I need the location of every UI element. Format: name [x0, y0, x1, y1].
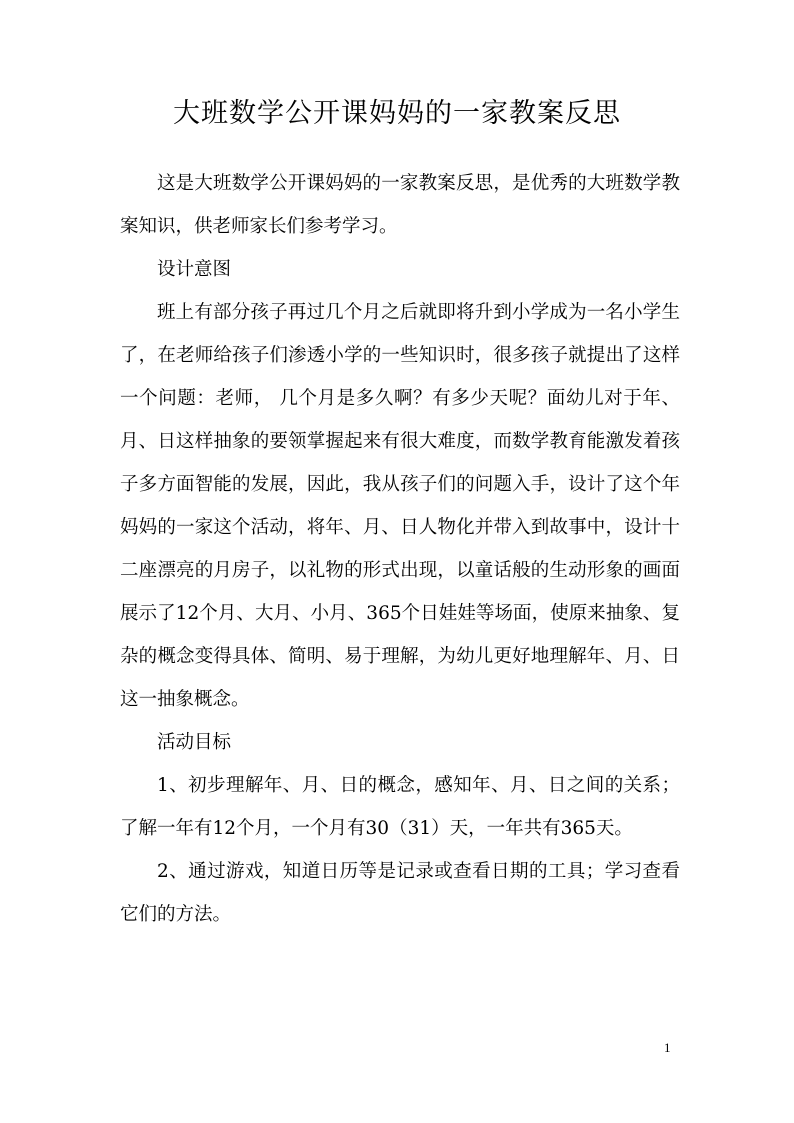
document-title: 大班数学公开课妈妈的一家教案反思: [173, 98, 621, 129]
page-number: 1: [664, 1040, 671, 1055]
section-heading-design-intent: 设计意图: [157, 259, 232, 280]
design-intent-paragraph: 班上有部分孩子再过几个月之后就即将升到小学成为一名小学生了，在老师给孩子们渗透小学的一些知识时，很多孩子就提出了这样一个问题：老师， 几个月是多久啊？有多少天呢？面幼儿对于年、月、日这样抽象的要领掌握起来有很大难度，而数学教育能激发着孩子多方面智能的发展，因此，我从孩子们的问题入手，设计了这个年妈妈的一家这个活动，将年、月、日人物化并带入到故事中，设计十二座漂亮的月房子，以礼物的形式出现，以童话般的生动形象的画面展示了12个月、大月、小月、365个日娃娃等场面，使原来抽象、复杂的概念变得具体、简明、易于理解，为幼儿更好地理解年、月、日这一抽象概念。: [120, 302, 680, 710]
intro-paragraph: 这是大班数学公开课妈妈的一家教案反思，是优秀的大班数学教案知识，供老师家长们参考学习。: [120, 173, 680, 237]
section-heading-activity-goals: 活动目标: [157, 732, 232, 753]
activity-goal-item: 1、初步理解年、月、日的概念，感知年、月、日之间的关系；了解一年有12个月，一个月有30（31）天，一年共有365天。: [120, 775, 680, 839]
activity-goal-item: 2、通过游戏，知道日历等是记录或查看日期的工具；学习查看它们的方法。: [120, 861, 680, 925]
document-body: [120, 162, 680, 936]
